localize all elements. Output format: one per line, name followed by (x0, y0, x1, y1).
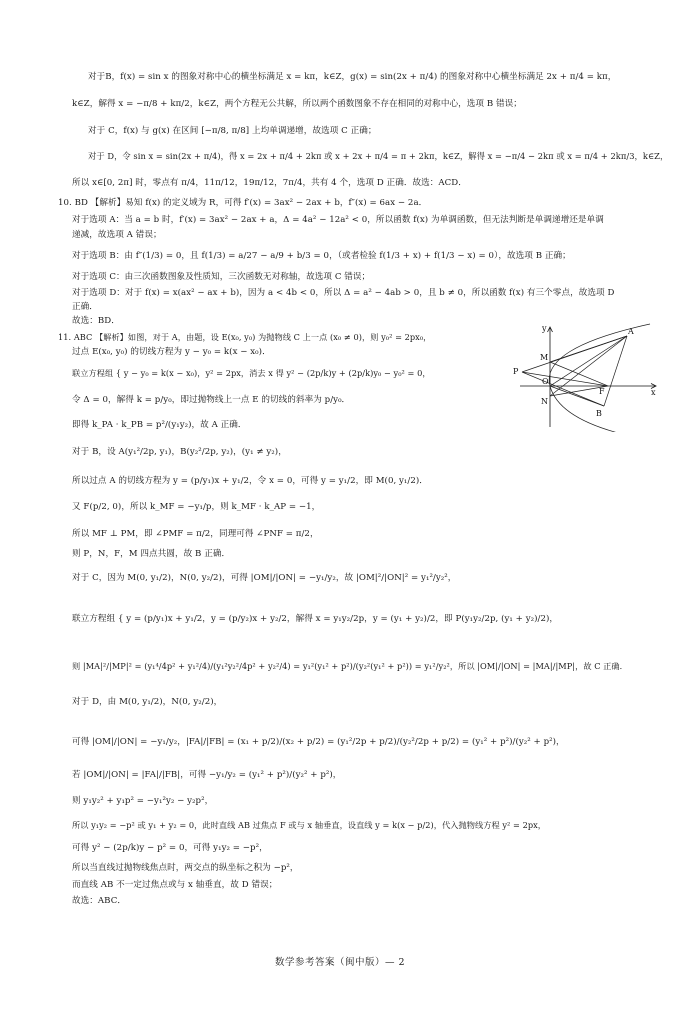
text-line: 对于选项 C：由三次函数图象及性质知，三次函数无对称轴，故选项 C 错误； (72, 272, 371, 282)
text-line: 过点 E(x₀, y₀) 的切线方程为 y − y₀ = k(x − x₀)． (72, 347, 271, 357)
text-line: 故选：ABC． (72, 896, 126, 906)
text-line: 可得 |OM|/|ON| = −y₁/y₂，|FA|/|FB| = (x₁ + p/2)/(x₂ + p/2) = (y₁²/2p + p/2)/(y₂²/2p + p/2) = (y₁² + p²)/(y₂² + p²)， (72, 737, 565, 747)
text-line: 11. ABC 【解析】如图，对于 A，由题，设 E(x₀, y₀) 为抛物线 C 上一点 (x₀ ≠ 0)，则 y₀² = 2px₀， (58, 332, 432, 342)
segment-mf (550, 362, 608, 386)
text-line: 10. BD 【解析】易知 f(x) 的定义域为 R，可得 f′(x) = 3ax² − 2ax + b，f″(x) = 6ax − 2a． (58, 198, 428, 208)
text-line: 对于 D，令 sin x = sin(2x + π/4)，得 x = 2x + π/4 + 2kπ 或 x + 2x + π/4 = π + 2kπ，k∈Z，解得 x = −π/4 − 2kπ 或 x = π/4 + 2kπ/3，k∈Z， (88, 152, 669, 162)
text-line: 对于 D，由 M(0, y₁/2)，N(0, y₂/2)， (72, 697, 223, 707)
text-line: 若 |OM|/|ON| = |FA|/|FB|，可得 −y₁/y₂ = (y₁² + p²)/(y₂² + p²)， (72, 770, 342, 780)
text-line: 可得 y² − (2p/k)y − p² = 0，可得 y₁y₂ = −p²， (72, 843, 268, 853)
label-n: N (541, 397, 548, 406)
chord-ab (604, 336, 627, 406)
label-f: F (599, 387, 605, 396)
label-a: A (628, 327, 634, 336)
text-line: 令 Δ = 0，解得 k = p/y₀，即过抛物线上一点 E 的切线的斜率为 p/y₀． (72, 395, 351, 405)
x-axis-label: x (651, 388, 656, 397)
text-line: 联立方程组 { y = (p/y₁)x + y₁/2，y = (p/y₂)x + y₂/2，解得 x = y₁y₂/2p，y = (y₁ + y₂)/2，即 P(y₁y₂/2p, (y₁ + y₂)/2)， (72, 614, 559, 624)
page-footer: 数学参考答案（闽中版）— 2 (274, 957, 406, 968)
label-m: M (540, 353, 549, 362)
text-line: k∈Z，解得 x = −π/8 + kπ/2，k∈Z，两个方程无公共解，所以两个函数图象不存在相同的对称中心，选项 B 错误； (72, 99, 522, 109)
text-line: 即得 k_PA · k_PB = p²/(y₁y₂)，故 A 正确． (72, 420, 247, 430)
segment-ob (550, 386, 604, 406)
text-line: 对于 C，因为 M(0, y₁/2)，N(0, y₂/2)，可得 |OM|/|ON| = −y₁/y₂，故 |OM|²/|ON|² = y₁²/y₂²， (72, 573, 457, 583)
text-line: 对于B，f(x) = sin x 的图象对称中心的横坐标满足 x = kπ，k∈Z，g(x) = sin(2x + π/4) 的图象对称中心横坐标满足 2x + π/4 = kπ， (88, 72, 617, 82)
text-line: 所以当直线过抛物线焦点时，两交点的纵坐标之积为 −p²， (72, 863, 299, 873)
segment-ma (550, 336, 627, 362)
text-line: 所以 y₁y₂ = −p² 或 y₁ + y₂ = 0，此时直线 AB 过焦点 F 或与 x 轴垂直，设直线 y = k(x − p/2)，代入抛物线方程 y² = 2px， (72, 820, 547, 830)
segment-na (550, 336, 627, 396)
text-line: 正确． (72, 302, 98, 312)
text-line: 对于 B，设 A(y₁²/2p, y₁)，B(y₂²/2p, y₂)，(y₁ ≠ y₂)， (72, 447, 287, 457)
text-line: 则 P，N，F，M 四点共圆，故 B 正确． (72, 549, 231, 559)
text-line: 所以 MF ⊥ PM，即 ∠PMF = π/2，同理可得 ∠PNF = π/2， (72, 529, 319, 539)
text-line: 联立方程组 { y − y₀ = k(x − x₀)，y² = 2px，消去 x 得 y² − (2p/k)y + (2p/k)y₀ − y₀² = 0， (72, 368, 431, 378)
text-line: 所以 x∈[0, 2π] 时，零点有 π/4，11π/12，19π/12，7π/4，共有 4 个，选项 D 正确．故选：ACD． (72, 178, 467, 188)
text-line: 对于选项 A：当 a = b 时，f′(x) = 3ax² − 2ax + a，Δ = 4a² − 12a² < 0，所以函数 f(x) 为单调函数，但无法判断是单调递增还是单调 (72, 215, 604, 225)
text-line: 递减，故选项 A 错误； (72, 230, 162, 240)
text-line: 则 |MA|²/|MP|² = (y₁⁴/4p² + y₁²/4)/(y₁²y₂²/4p² + y₂²/4) = y₁²(y₁² + p²)/(y₂²(y₁² + p²)) = y₁²/y₂²，所以 |OM|/|ON| = |MA|/|MP|，故 C 正确． (72, 661, 628, 671)
text-line: 对于选项 D：对于 f(x) = x(ax² − ax + b)，因为 a < 4b < 0，所以 Δ = a² − 4ab > 0，且 b ≠ 0，所以函数 f(x) 有三个零点，故选项 D (72, 288, 615, 298)
label-p: P (513, 367, 519, 376)
text-line: 而直线 AB 不一定过焦点或与 x 轴垂直，故 D 错误； (72, 880, 278, 890)
label-o: O (542, 377, 549, 386)
y-axis-label: y (542, 324, 547, 333)
text-line: 对于选项 B：由 f″(1/3) = 0，且 f(1/3) = a/27 − a/9 + b/3 = 0，（或者检验 f(1/3 + x) + f(1/3 − x) = 0），故选项 B 正确； (72, 251, 571, 261)
text-line: 所以过点 A 的切线方程为 y = (p/y₁)x + y₁/2，令 x = 0，可得 y = y₁/2，即 M(0, y₁/2)． (72, 476, 428, 486)
text-line: 故选：BD． (72, 316, 120, 326)
parabola-figure (510, 322, 660, 432)
label-b: B (596, 409, 602, 418)
text-line: 又 F(p/2, 0)，所以 k_MF = −y₁/p，则 k_MF · k_AP = −1， (72, 502, 321, 512)
text-line: 对于 C，f(x) 与 g(x) 在区间 [−π/8, π/8] 上均单调递增，故选项 C 正确； (88, 126, 377, 136)
text-line: 则 y₁y₂² + y₁p² = −y₁²y₂ − y₂p²， (72, 796, 214, 806)
